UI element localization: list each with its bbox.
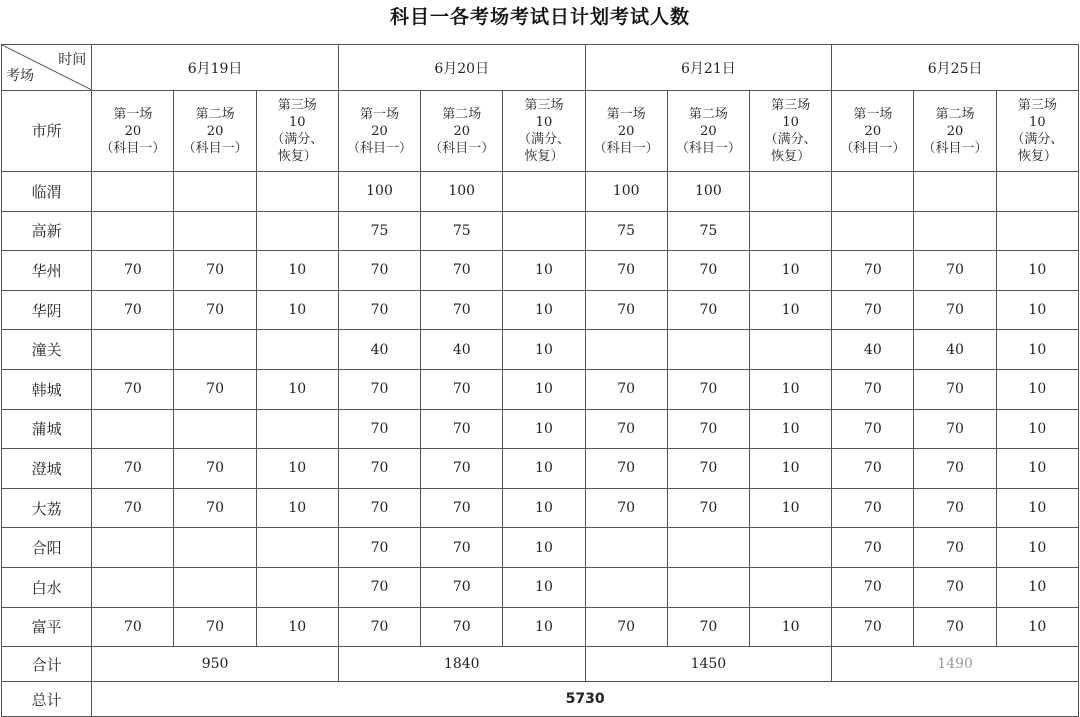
count-cell: 70 xyxy=(832,567,914,607)
session-header-line: 第三场 xyxy=(277,98,317,113)
count-cell: 75 xyxy=(421,211,503,251)
count-cell: 10 xyxy=(256,488,338,528)
count-cell: 70 xyxy=(914,567,996,607)
count-cell: 10 xyxy=(503,251,585,291)
count-cell: 100 xyxy=(421,172,503,212)
date-header-row xyxy=(2,45,1079,91)
session-header-line: （满分、 xyxy=(517,132,570,147)
count-cell: 70 xyxy=(585,607,667,647)
count-cell xyxy=(996,172,1078,212)
session-header-line: （科目一） xyxy=(182,140,248,156)
row-header-label: 市所 xyxy=(2,91,92,172)
count-cell: 10 xyxy=(503,488,585,528)
count-cell: 70 xyxy=(338,251,420,291)
session-header-line: 第二场 xyxy=(195,106,235,122)
session-header-line: 第二场 xyxy=(442,106,482,122)
session-header-line: （科目一） xyxy=(100,140,166,156)
count-cell: 10 xyxy=(750,369,832,409)
date-header: 6月21日 xyxy=(585,45,832,91)
table-row xyxy=(2,449,1079,489)
session-header-line: （科目一） xyxy=(593,140,659,156)
session-header-line: 第一场 xyxy=(113,106,153,122)
subtotal-value: 1490 xyxy=(832,647,1079,682)
count-cell: 10 xyxy=(503,290,585,330)
count-cell xyxy=(92,211,174,251)
count-cell: 10 xyxy=(750,251,832,291)
count-cell: 70 xyxy=(914,607,996,647)
count-cell: 10 xyxy=(256,369,338,409)
count-cell xyxy=(832,172,914,212)
table-row xyxy=(2,172,1079,212)
session-header-line: （满分、 xyxy=(764,132,817,147)
date-header: 6月19日 xyxy=(92,45,339,91)
subtotal-row xyxy=(2,647,1079,682)
count-cell: 40 xyxy=(914,330,996,370)
count-cell: 10 xyxy=(256,449,338,489)
count-cell: 70 xyxy=(832,528,914,568)
count-cell: 70 xyxy=(338,369,420,409)
session-header-line: 恢复） xyxy=(771,149,811,164)
count-cell: 10 xyxy=(503,528,585,568)
count-cell: 10 xyxy=(996,528,1078,568)
count-cell xyxy=(92,567,174,607)
count-cell xyxy=(585,528,667,568)
count-cell: 70 xyxy=(667,488,749,528)
count-cell: 70 xyxy=(421,409,503,449)
count-cell: 10 xyxy=(996,251,1078,291)
count-cell: 70 xyxy=(914,251,996,291)
count-cell: 10 xyxy=(996,369,1078,409)
count-cell xyxy=(174,211,256,251)
count-cell: 70 xyxy=(421,251,503,291)
count-cell: 70 xyxy=(92,488,174,528)
count-cell: 10 xyxy=(503,330,585,370)
count-cell: 70 xyxy=(174,290,256,330)
count-cell xyxy=(174,409,256,449)
count-cell: 75 xyxy=(338,211,420,251)
count-cell: 70 xyxy=(174,488,256,528)
count-cell xyxy=(503,172,585,212)
venue-name: 蒲城 xyxy=(2,409,92,449)
count-cell: 70 xyxy=(92,607,174,647)
count-cell: 70 xyxy=(585,251,667,291)
count-cell: 10 xyxy=(750,488,832,528)
count-cell: 70 xyxy=(832,488,914,528)
count-cell: 70 xyxy=(667,251,749,291)
subtotal-value: 1450 xyxy=(585,647,832,682)
count-cell xyxy=(503,211,585,251)
count-cell: 70 xyxy=(585,409,667,449)
corner-label-venue: 考场 xyxy=(6,68,34,84)
count-cell: 70 xyxy=(585,449,667,489)
session-header-line: （科目一） xyxy=(429,140,495,156)
count-cell: 70 xyxy=(832,369,914,409)
count-cell xyxy=(256,211,338,251)
session-header xyxy=(832,91,914,172)
count-cell: 10 xyxy=(503,607,585,647)
session-header-line: 恢复） xyxy=(277,149,317,164)
count-cell: 10 xyxy=(750,449,832,489)
subtotal-value: 1840 xyxy=(338,647,585,682)
count-cell xyxy=(750,172,832,212)
session-header-line: 20 xyxy=(371,123,388,139)
count-cell xyxy=(174,528,256,568)
session-header xyxy=(338,91,420,172)
count-cell: 70 xyxy=(174,607,256,647)
session-header xyxy=(996,91,1078,172)
session-header-line: 10 xyxy=(782,115,799,130)
session-header-line: （满分、 xyxy=(271,132,324,147)
venue-name: 高新 xyxy=(2,211,92,251)
session-header-line: （科目一） xyxy=(347,140,413,156)
count-cell xyxy=(256,528,338,568)
session-header xyxy=(421,91,503,172)
session-header xyxy=(585,91,667,172)
count-cell xyxy=(92,330,174,370)
count-cell: 70 xyxy=(92,449,174,489)
count-cell: 70 xyxy=(338,567,420,607)
table-row xyxy=(2,567,1079,607)
count-cell: 10 xyxy=(996,290,1078,330)
count-cell xyxy=(667,528,749,568)
count-cell: 70 xyxy=(667,449,749,489)
count-cell: 70 xyxy=(832,290,914,330)
table-row xyxy=(2,211,1079,251)
count-cell: 70 xyxy=(338,290,420,330)
corner-label-time: 时间 xyxy=(58,52,87,68)
exam-schedule-table xyxy=(1,44,1079,717)
subtotal-label: 合计 xyxy=(2,647,92,682)
count-cell xyxy=(667,567,749,607)
count-cell: 10 xyxy=(996,567,1078,607)
session-header-line: 第一场 xyxy=(853,106,893,122)
venue-name: 韩城 xyxy=(2,369,92,409)
count-cell xyxy=(667,330,749,370)
session-header-line: 第三场 xyxy=(1017,98,1057,113)
count-cell xyxy=(256,330,338,370)
count-cell: 70 xyxy=(667,409,749,449)
count-cell: 100 xyxy=(585,172,667,212)
venue-name: 潼关 xyxy=(2,330,92,370)
count-cell: 70 xyxy=(832,607,914,647)
count-cell: 70 xyxy=(338,607,420,647)
session-header-line: 20 xyxy=(700,123,717,139)
count-cell: 100 xyxy=(667,172,749,212)
count-cell xyxy=(256,567,338,607)
count-cell xyxy=(256,172,338,212)
count-cell: 70 xyxy=(585,369,667,409)
session-header xyxy=(256,91,338,172)
count-cell: 10 xyxy=(503,449,585,489)
session-header-line: 20 xyxy=(453,123,470,139)
session-header-line: 20 xyxy=(124,123,142,139)
count-cell xyxy=(174,172,256,212)
session-header-line: 10 xyxy=(1029,115,1046,130)
table-body xyxy=(2,172,1079,647)
session-header-line: 第二场 xyxy=(935,106,975,122)
date-header: 6月20日 xyxy=(338,45,585,91)
grand-total-value: 5730 xyxy=(92,682,1079,717)
session-header-row xyxy=(2,91,1079,172)
count-cell: 70 xyxy=(338,449,420,489)
count-cell: 70 xyxy=(92,290,174,330)
session-header-line: 第一场 xyxy=(606,106,646,122)
count-cell: 10 xyxy=(256,290,338,330)
venue-name: 华州 xyxy=(2,251,92,291)
date-header: 6月25日 xyxy=(832,45,1079,91)
count-cell: 70 xyxy=(585,488,667,528)
total-row xyxy=(2,682,1079,717)
count-cell: 70 xyxy=(174,449,256,489)
count-cell: 70 xyxy=(421,528,503,568)
venue-name: 白水 xyxy=(2,567,92,607)
count-cell: 10 xyxy=(503,567,585,607)
venue-name: 临渭 xyxy=(2,172,92,212)
count-cell xyxy=(92,172,174,212)
count-cell: 10 xyxy=(750,290,832,330)
count-cell: 70 xyxy=(914,409,996,449)
count-cell xyxy=(750,211,832,251)
count-cell: 10 xyxy=(996,488,1078,528)
count-cell xyxy=(256,409,338,449)
session-header-line: （科目一） xyxy=(922,140,988,156)
count-cell: 70 xyxy=(667,369,749,409)
session-header xyxy=(174,91,256,172)
count-cell: 75 xyxy=(585,211,667,251)
count-cell: 70 xyxy=(914,369,996,409)
session-header xyxy=(92,91,174,172)
venue-name: 华阴 xyxy=(2,290,92,330)
count-cell xyxy=(585,567,667,607)
venue-name: 澄城 xyxy=(2,449,92,489)
count-cell: 70 xyxy=(338,528,420,568)
count-cell xyxy=(174,330,256,370)
subtotal-value: 950 xyxy=(92,647,339,682)
venue-name: 大荔 xyxy=(2,488,92,528)
count-cell: 70 xyxy=(914,449,996,489)
session-header xyxy=(667,91,749,172)
count-cell: 70 xyxy=(338,409,420,449)
count-cell: 70 xyxy=(421,488,503,528)
count-cell: 70 xyxy=(914,528,996,568)
table-row xyxy=(2,290,1079,330)
count-cell xyxy=(832,211,914,251)
count-cell: 70 xyxy=(421,567,503,607)
count-cell: 100 xyxy=(338,172,420,212)
count-cell xyxy=(914,172,996,212)
count-cell: 10 xyxy=(503,409,585,449)
count-cell: 70 xyxy=(832,409,914,449)
session-header-line: 第三场 xyxy=(524,98,564,113)
count-cell: 10 xyxy=(750,607,832,647)
count-cell: 10 xyxy=(996,330,1078,370)
count-cell xyxy=(750,528,832,568)
count-cell xyxy=(92,409,174,449)
venue-name: 合阳 xyxy=(2,528,92,568)
count-cell: 70 xyxy=(832,449,914,489)
session-header xyxy=(503,91,585,172)
count-cell: 70 xyxy=(174,251,256,291)
table-row xyxy=(2,369,1079,409)
session-header-line: 第一场 xyxy=(360,106,400,122)
session-header xyxy=(914,91,996,172)
count-cell: 70 xyxy=(421,607,503,647)
count-cell: 70 xyxy=(914,290,996,330)
count-cell: 70 xyxy=(421,369,503,409)
table-row xyxy=(2,330,1079,370)
count-cell: 40 xyxy=(421,330,503,370)
count-cell: 10 xyxy=(256,251,338,291)
corner-header-cell xyxy=(2,45,92,91)
count-cell: 70 xyxy=(585,290,667,330)
count-cell xyxy=(750,330,832,370)
page-title: 科目一各考场考试日计划考试人数 xyxy=(389,6,690,28)
count-cell: 70 xyxy=(421,449,503,489)
venue-name: 富平 xyxy=(2,607,92,647)
count-cell xyxy=(914,211,996,251)
count-cell: 70 xyxy=(914,488,996,528)
session-header-line: （满分、 xyxy=(1011,132,1064,147)
session-header-line: 10 xyxy=(535,115,553,130)
count-cell: 70 xyxy=(338,488,420,528)
count-cell: 40 xyxy=(832,330,914,370)
count-cell: 75 xyxy=(667,211,749,251)
count-cell: 10 xyxy=(996,607,1078,647)
session-header-line: （科目一） xyxy=(675,140,741,156)
session-header-line: 20 xyxy=(946,123,964,139)
session-header-line: 第二场 xyxy=(688,106,728,122)
count-cell: 10 xyxy=(256,607,338,647)
table-row xyxy=(2,528,1079,568)
count-cell: 70 xyxy=(832,251,914,291)
count-cell xyxy=(996,211,1078,251)
session-header-line: 10 xyxy=(289,115,306,130)
table-row xyxy=(2,607,1079,647)
count-cell: 40 xyxy=(338,330,420,370)
count-cell: 70 xyxy=(92,251,174,291)
session-header-line: 恢复） xyxy=(524,149,564,164)
session-header xyxy=(750,91,832,172)
table-row xyxy=(2,488,1079,528)
session-header-line: 20 xyxy=(864,123,882,139)
count-cell: 10 xyxy=(996,409,1078,449)
table-row xyxy=(2,251,1079,291)
count-cell: 70 xyxy=(421,290,503,330)
count-cell: 70 xyxy=(667,607,749,647)
table-row xyxy=(2,409,1079,449)
count-cell: 70 xyxy=(92,369,174,409)
count-cell: 70 xyxy=(667,290,749,330)
session-header-line: （科目一） xyxy=(840,140,906,156)
session-header-line: 20 xyxy=(206,123,224,139)
count-cell: 10 xyxy=(503,369,585,409)
count-cell xyxy=(585,330,667,370)
total-label: 总计 xyxy=(2,682,92,717)
count-cell xyxy=(92,528,174,568)
count-cell: 70 xyxy=(174,369,256,409)
count-cell xyxy=(174,567,256,607)
session-header-line: 第三场 xyxy=(771,98,811,113)
count-cell: 10 xyxy=(996,449,1078,489)
session-header-line: 20 xyxy=(617,123,635,139)
count-cell xyxy=(750,567,832,607)
session-header-line: 恢复） xyxy=(1017,149,1057,164)
count-cell: 10 xyxy=(750,409,832,449)
